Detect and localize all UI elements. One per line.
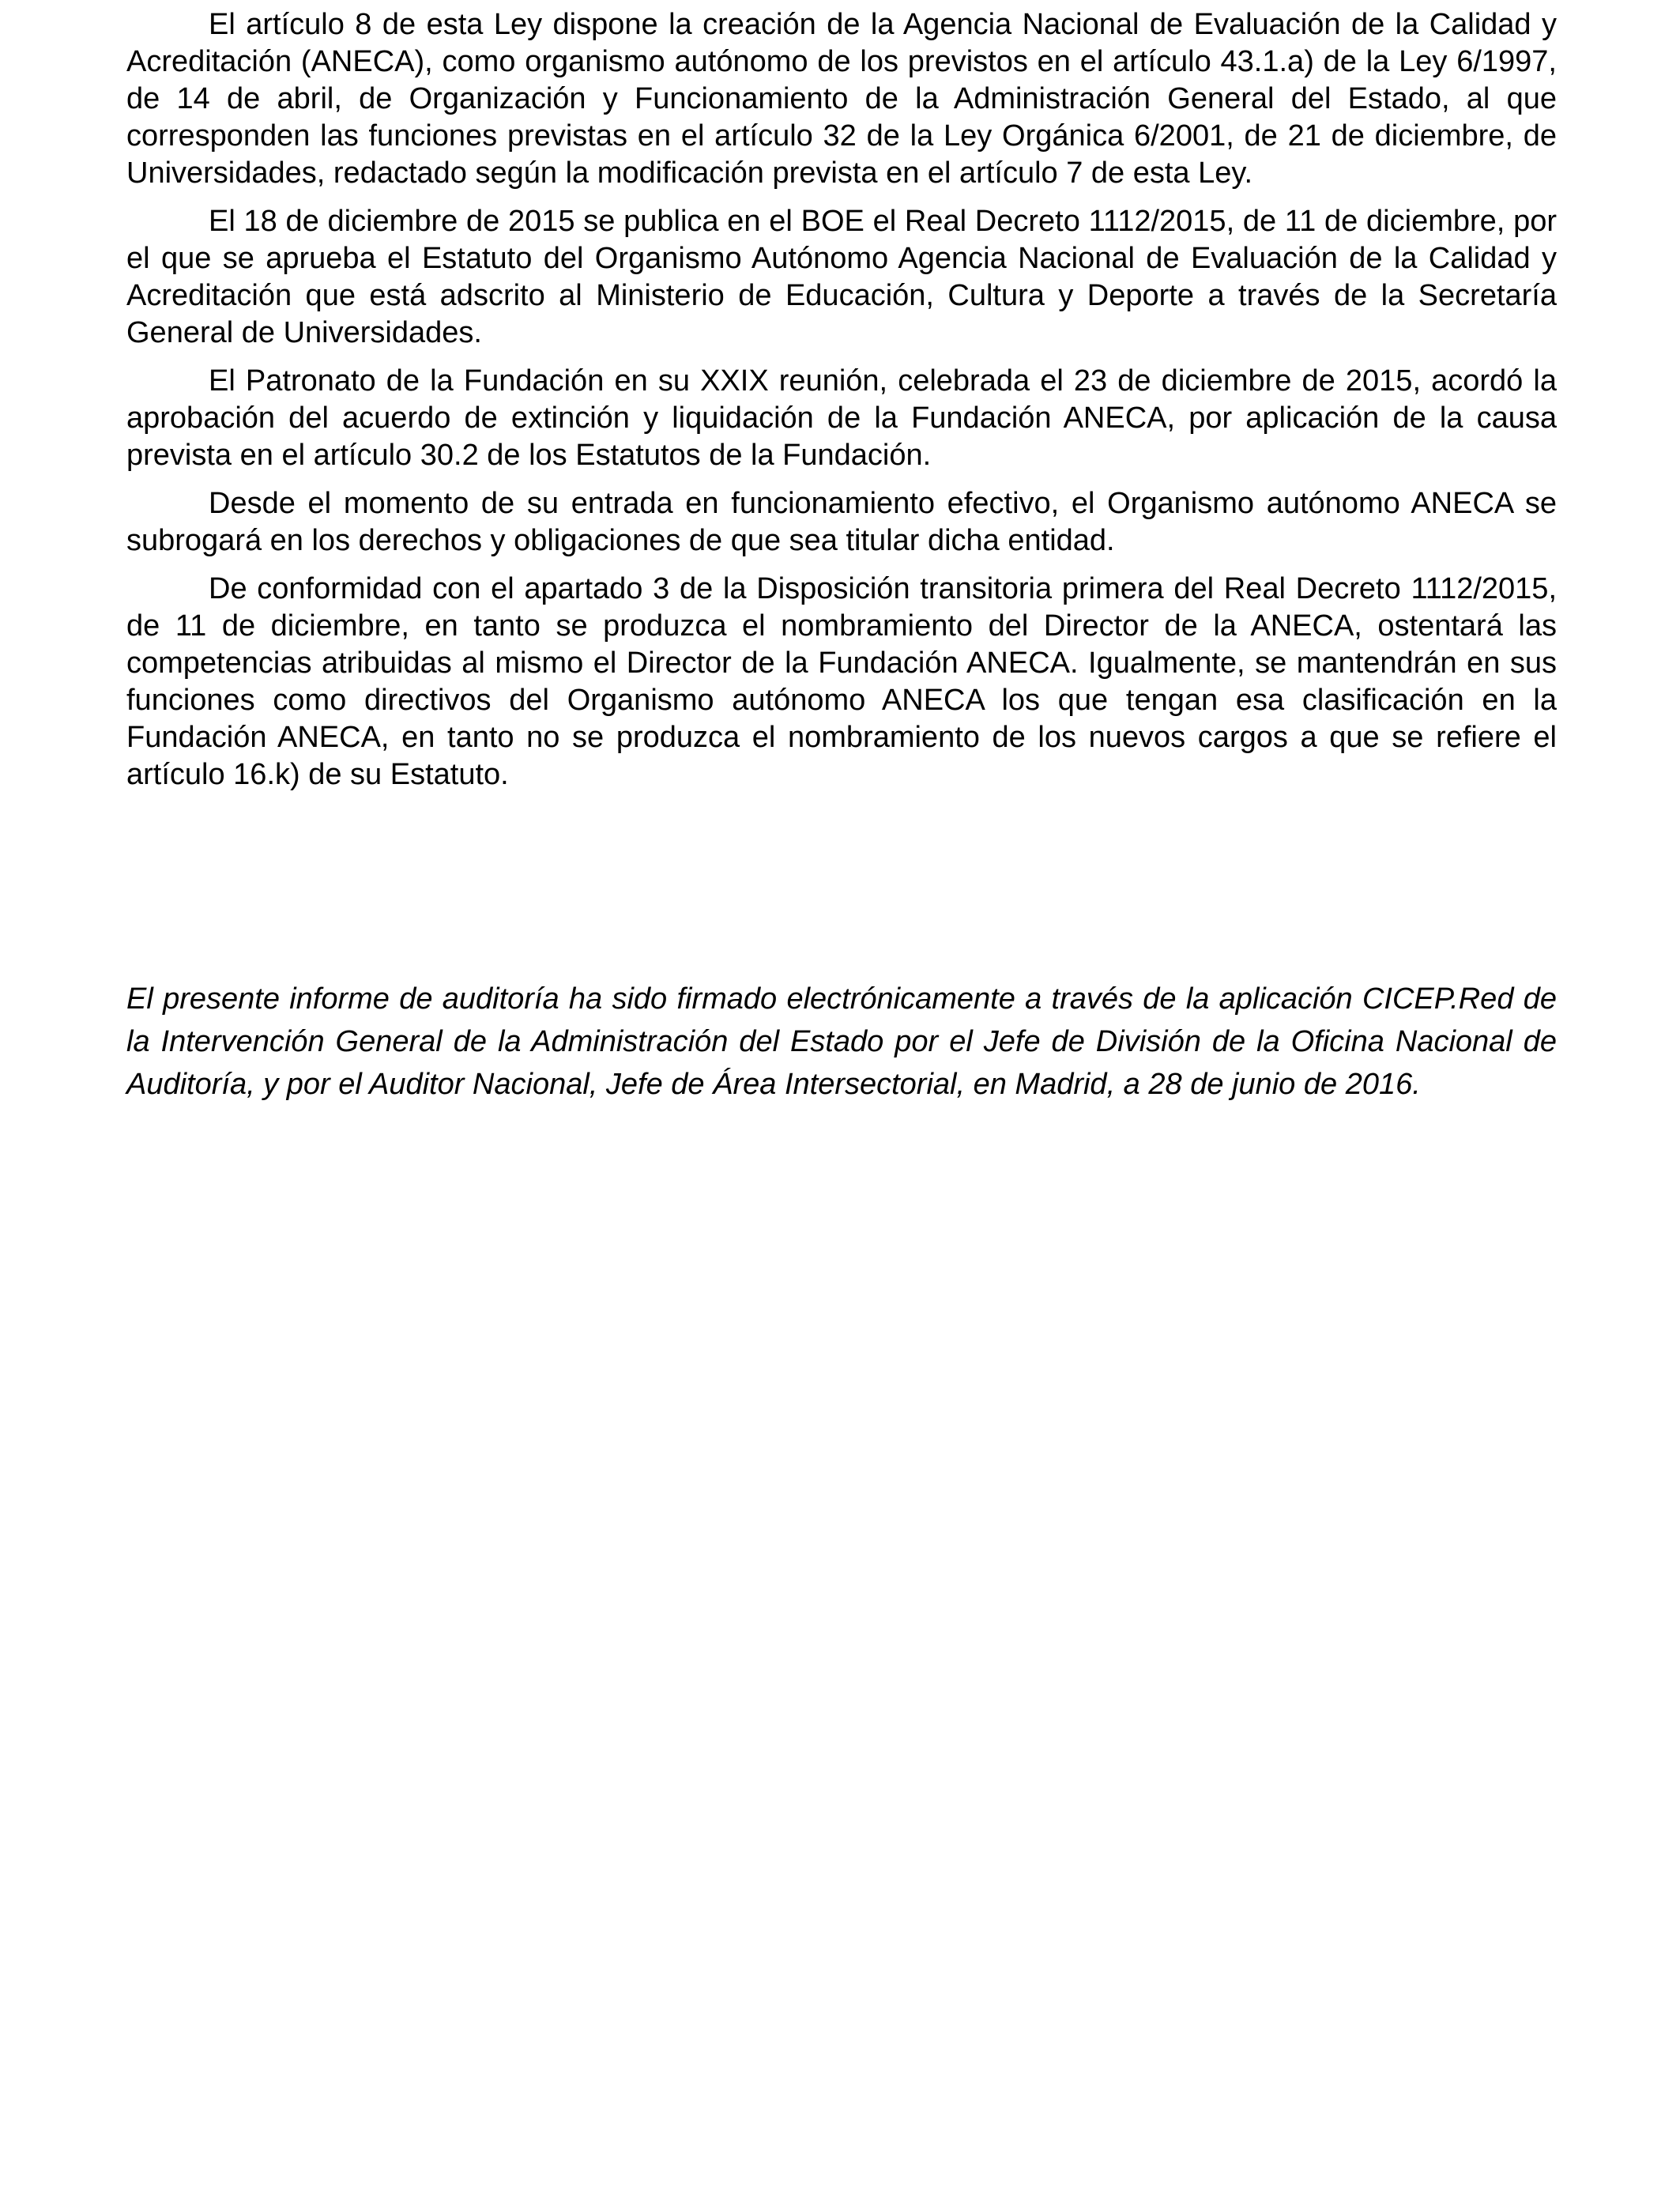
document-body bbox=[126, 6, 1557, 794]
signature-statement: El presente informe de auditoría ha sido firmado electrónicamente a través de la aplicación CICEP.Red de la Intervención General de la Administración del Estado por el Jefe de División de la Oficina Nacional de Auditoría, y por el Auditor Nacional, Jefe de Área Intersectorial, en Madrid, a 28 de junio de 2016. bbox=[126, 982, 1557, 1101]
paragraph-transitional-provision: De conformidad con el apartado 3 de la Disposición transitoria primera del Real Decreto 1112/2015, de 11 de diciembre, en tanto se produzca el nombramiento del Director de la ANECA, ostentará las competencias atribuidas al mismo el Director de la Fundación ANECA. Igualmente, se mantendrán en sus funciones como directivos del Organismo autónomo ANECA los que tengan esa clasificación en la Fundación ANECA, en tanto no se produzca el nombramiento de los nuevos cargos a que se refiere el artículo 16.k) de su Estatuto. bbox=[126, 572, 1557, 791]
paragraph-aneca-creation: El artículo 8 de esta Ley dispone la creación de la Agencia Nacional de Evaluación de la Calidad y Acreditación (ANECA), como organismo autónomo de los previstos en el artículo 43.1.a) de la Ley 6/1997, de 14 de abril, de Organización y Funcionamiento de la Administración General del Estado, al que corresponden las funciones previstas en el artículo 32 de la Ley Orgánica 6/2001, de 21 de diciembre, de Universidades, redactado según la modificación prevista en el artículo 7 de esta Ley. bbox=[126, 8, 1557, 190]
paragraph-patronato: El Patronato de la Fundación en su XXIX reunión, celebrada el 23 de diciembre de 2015, acordó la aprobación del acuerdo de extinción y liquidación de la Fundación ANECA, por aplicación de la causa prevista en el artículo 30.2 de los Estatutos de la Fundación. bbox=[126, 364, 1557, 472]
paragraph-subrogation: Desde el momento de su entrada en funcionamiento efectivo, el Organismo autónomo ANECA se subrogará en los derechos y obligaciones de que sea titular dicha entidad. bbox=[126, 487, 1557, 557]
paragraph-real-decreto: El 18 de diciembre de 2015 se publica en el BOE el Real Decreto 1112/2015, de 11 de diciembre, por el que se aprueba el Estatuto del Organismo Autónomo Agencia Nacional de Evaluación de la Calidad y Acreditación que está adscrito al Ministerio de Educación, Cultura y Deporte a través de la Secretaría General de Universidades. bbox=[126, 205, 1557, 349]
